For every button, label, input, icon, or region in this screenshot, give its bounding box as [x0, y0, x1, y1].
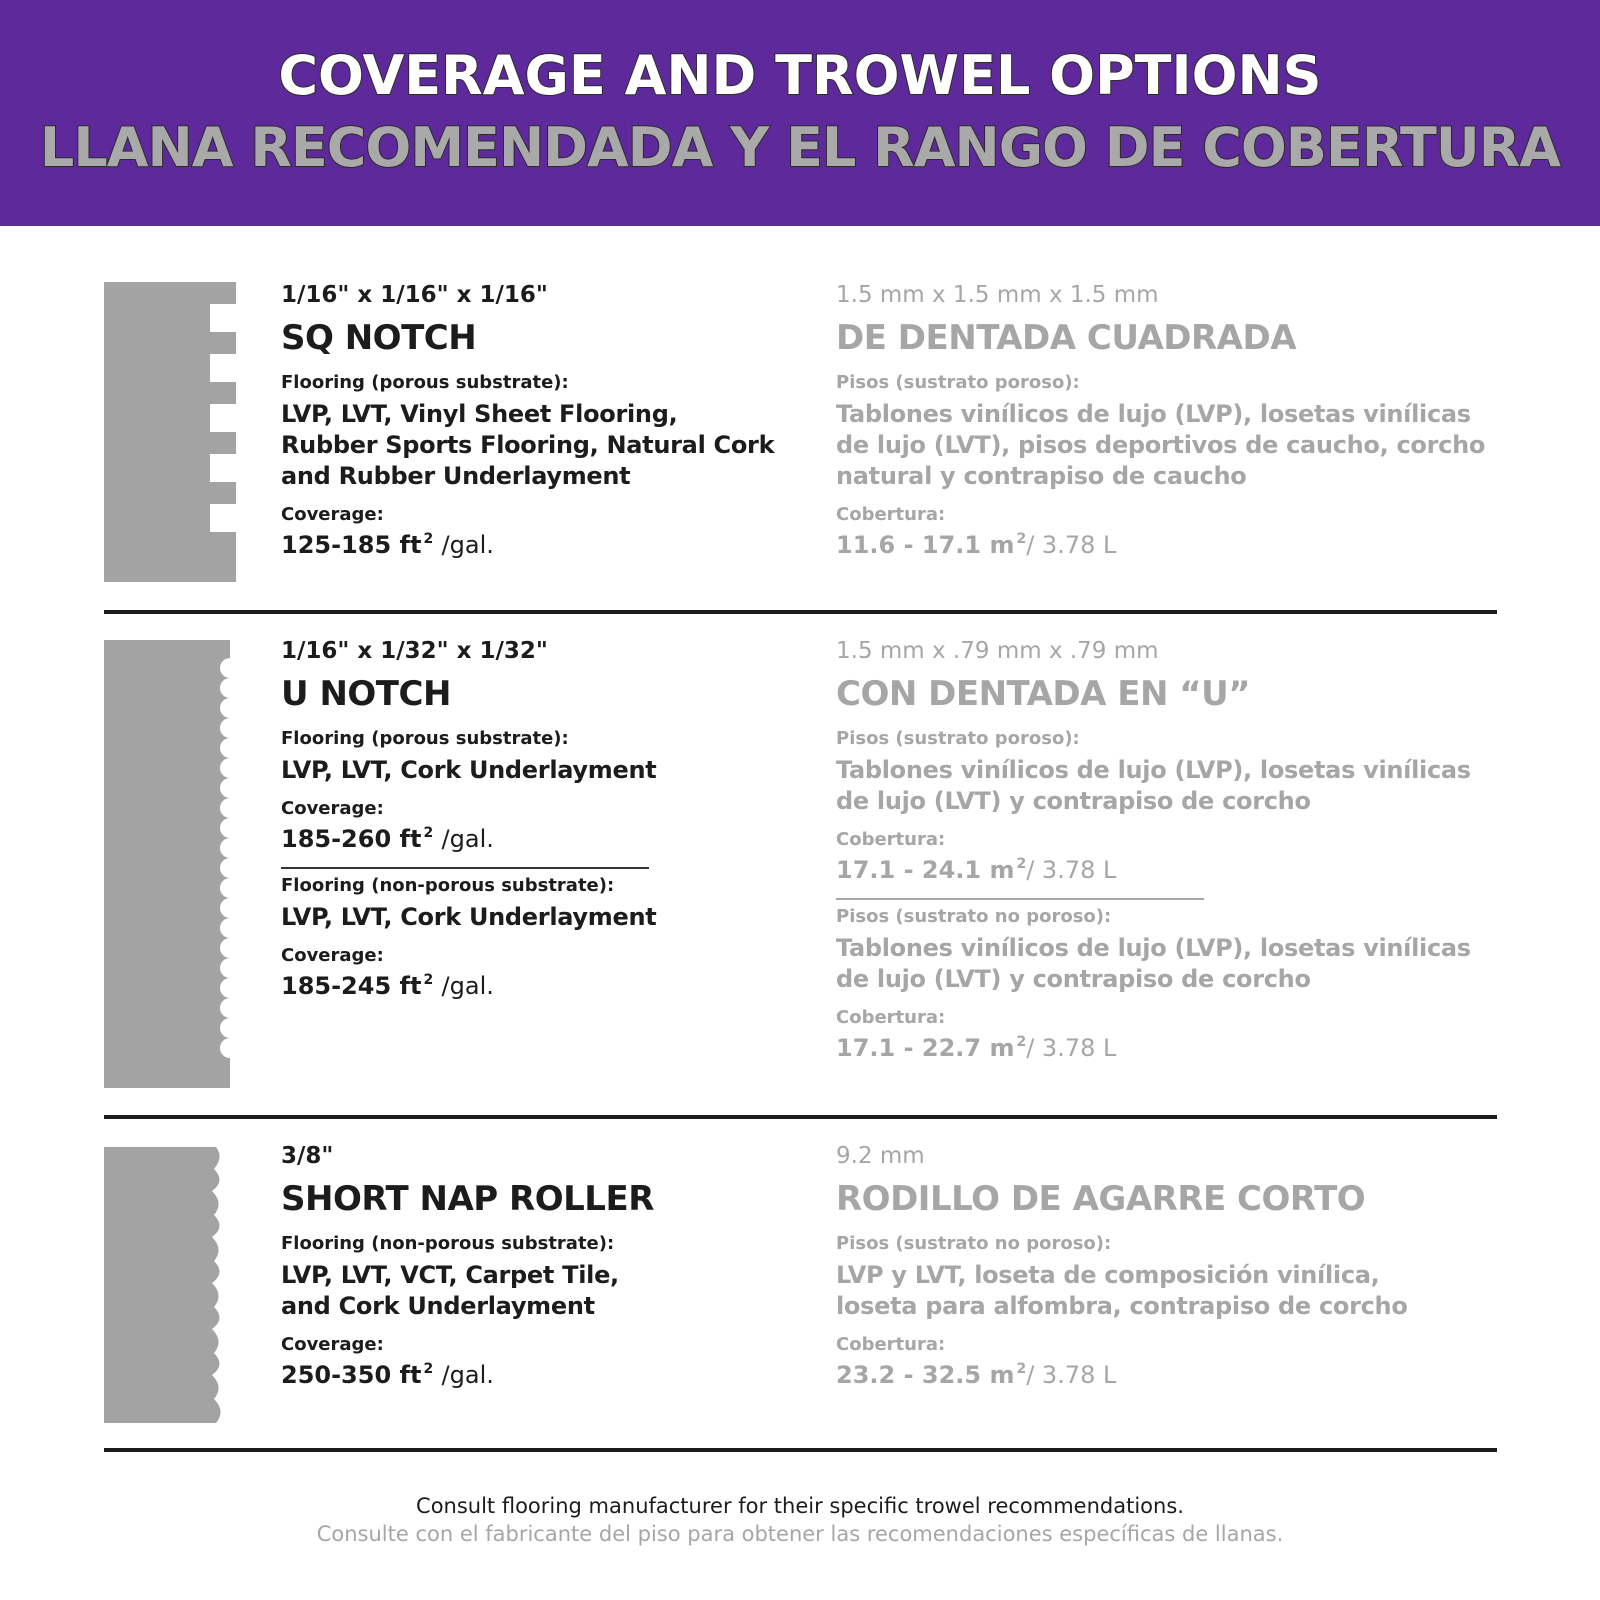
coverage-value-es: 11.6 - 17.1 m $^2$/ 3.78 L — [836, 531, 1117, 559]
roller-english-column — [281, 1143, 791, 1389]
trowel-name-es: DE DENTADA CUADRADA — [836, 318, 1297, 358]
coverage-value-es: 17.1 - 22.7 m $^2$/ 3.78 L — [836, 1034, 1117, 1062]
coverage-label-es: Cobertura: — [836, 1334, 946, 1355]
roller-name: SHORT NAP ROLLER — [281, 1179, 654, 1219]
footer-note-spanish: Consulte con el fabricante del piso para obtener las recomendaciones específicas de llanas. — [316, 1522, 1284, 1546]
trowel-dimensions-es: 1.5 mm x .79 mm x .79 mm — [836, 638, 1159, 664]
flooring-label-es: Pisos (sustrato no poroso): — [836, 1233, 1112, 1254]
group-separator-es — [836, 898, 1204, 900]
coverage-value: 185-260 ft $^2$ /gal. — [281, 825, 494, 853]
flooring-types: LVP, LVT, Cork Underlayment — [281, 903, 657, 931]
trowel-name: U NOTCH — [281, 674, 451, 714]
footer-note — [0, 1494, 1600, 1546]
flooring-label: Flooring (non-porous substrate): — [281, 875, 615, 896]
title-english: COVERAGE AND TROWEL OPTIONS — [278, 44, 1322, 107]
sq-notch-spanish-column — [836, 282, 1536, 559]
title-spanish: LLANA RECOMENDADA Y EL RANGO DE COBERTURA — [39, 116, 1561, 179]
u-notch-english-column — [281, 638, 791, 1000]
section-divider — [104, 1448, 1497, 1452]
coverage-value: 125-185 ft $^2$ /gal. — [281, 531, 494, 559]
flooring-label-es: Pisos (sustrato no poroso): — [836, 906, 1112, 927]
flooring-types-es: LVP y LVT, loseta de composición vinílica, loseta para alfombra, contrapiso de corcho — [836, 1261, 1408, 1320]
trowel-name-es: CON DENTADA EN “U” — [836, 674, 1251, 714]
roller-spanish-column — [836, 1143, 1536, 1389]
coverage-value: 185-245 ft $^2$ /gal. — [281, 972, 494, 1000]
coverage-label: Coverage: — [281, 504, 384, 525]
flooring-label: Flooring (porous substrate): — [281, 728, 569, 749]
coverage-label-es: Cobertura: — [836, 504, 946, 525]
flooring-label: Flooring (non-porous substrate): — [281, 1233, 615, 1254]
coverage-label-es: Cobertura: — [836, 829, 946, 850]
roller-dimensions-es: 9.2 mm — [836, 1143, 925, 1169]
coverage-label-es: Cobertura: — [836, 1007, 946, 1028]
flooring-types-es: Tablones vinílicos de lujo (LVP), losetas vinílicas de lujo (LVT) y contrapiso de corcho — [836, 934, 1471, 993]
flooring-label: Flooring (porous substrate): — [281, 372, 569, 393]
flooring-types: LVP, LVT, VCT, Carpet Tile, and Cork Underlayment — [281, 1261, 619, 1320]
roller-dimensions: 3/8" — [281, 1143, 334, 1169]
nap-roller-icon — [104, 1147, 224, 1423]
coverage-label: Coverage: — [281, 798, 384, 819]
flooring-types: LVP, LVT, Cork Underlayment — [281, 756, 657, 784]
trowel-dimensions: 1/16" x 1/32" x 1/32" — [281, 638, 548, 664]
flooring-types-es: Tablones vinílicos de lujo (LVP), losetas vinílicas de lujo (LVT) y contrapiso de corcho — [836, 756, 1471, 815]
footer-note-english: Consult flooring manufacturer for their specific trowel recommendations. — [416, 1494, 1184, 1518]
flooring-types-es: Tablones vinílicos de lujo (LVP), losetas vinílicas de lujo (LVT), pisos deportivos de caucho, corcho natural y contrapiso de caucho — [836, 400, 1486, 490]
flooring-label-es: Pisos (sustrato poroso): — [836, 728, 1080, 749]
square-notch-trowel-icon — [104, 282, 236, 582]
trowel-name: SQ NOTCH — [281, 318, 477, 358]
sq-notch-english-column — [281, 282, 791, 559]
trowel-dimensions-es: 1.5 mm x 1.5 mm x 1.5 mm — [836, 282, 1159, 308]
u-notch-trowel-icon — [104, 640, 236, 1088]
section-divider — [104, 1115, 1497, 1119]
header-banner — [0, 0, 1600, 226]
coverage-value-es: 17.1 - 24.1 m $^2$/ 3.78 L — [836, 856, 1117, 884]
flooring-types: LVP, LVT, Vinyl Sheet Flooring, Rubber Sports Flooring, Natural Cork and Rubber Underlayment — [281, 400, 775, 490]
coverage-value: 250-350 ft $^2$ /gal. — [281, 1361, 494, 1389]
coverage-value-es: 23.2 - 32.5 m $^2$/ 3.78 L — [836, 1361, 1117, 1389]
u-notch-spanish-column — [836, 638, 1536, 1062]
roller-name-es: RODILLO DE AGARRE CORTO — [836, 1179, 1366, 1219]
coverage-label: Coverage: — [281, 945, 384, 966]
trowel-dimensions: 1/16" x 1/16" x 1/16" — [281, 282, 548, 308]
group-separator — [281, 867, 649, 869]
coverage-label: Coverage: — [281, 1334, 384, 1355]
section-divider — [104, 610, 1497, 614]
flooring-label-es: Pisos (sustrato poroso): — [836, 372, 1080, 393]
